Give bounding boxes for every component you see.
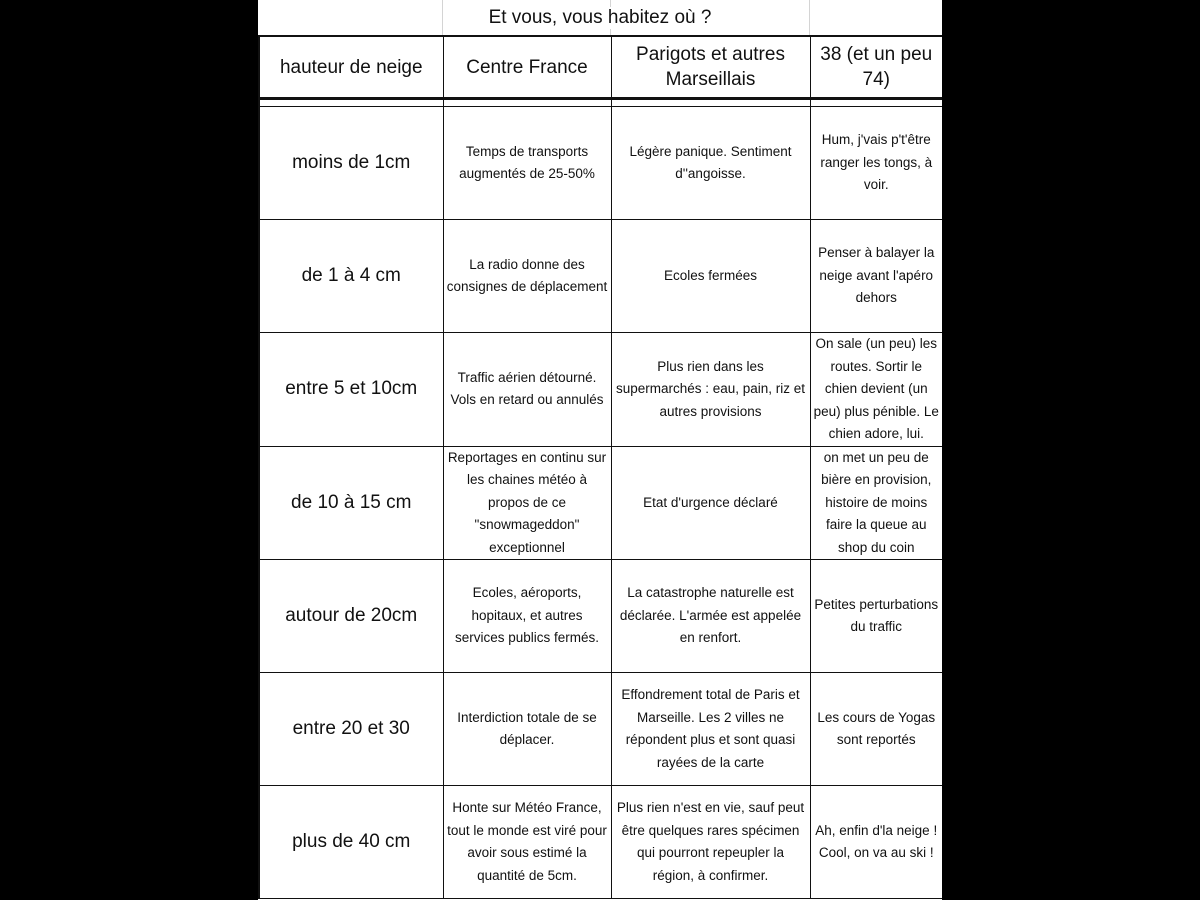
table-row <box>259 673 942 786</box>
snow-height-table <box>258 35 942 899</box>
parigots-cell: Etat d'urgence déclaré <box>611 446 810 560</box>
parigots-cell: Ecoles fermées <box>611 220 810 333</box>
row-header-cell: autour de 20cm <box>259 560 443 673</box>
isere-cell: Penser à balayer la neige avant l'apéro dehors <box>810 220 942 333</box>
parigots-cell: Plus rien dans les supermarchés : eau, pain, riz et autres provisions <box>611 333 810 447</box>
centre-france-cell: La radio donne des consignes de déplacement <box>443 220 611 333</box>
spreadsheet-gridline <box>442 0 443 35</box>
row-header-cell: moins de 1cm <box>259 107 443 220</box>
centre-france-cell: Temps de transports augmentés de 25-50% <box>443 107 611 220</box>
spacer-cell <box>443 99 611 107</box>
isere-cell: Petites perturbations du traffic <box>810 560 942 673</box>
table-row <box>259 446 942 560</box>
row-header-cell: entre 20 et 30 <box>259 673 443 786</box>
column-header-centre-france: Centre France <box>443 36 611 99</box>
column-header-38: 38 (et un peu 74) <box>810 36 942 99</box>
centre-france-cell: Honte sur Météo France, tout le monde est viré pour avoir sous estimé la quantité de 5cm. <box>443 786 611 899</box>
page-title: Et vous, vous habitez où ? <box>483 7 718 29</box>
spacer-cell <box>259 99 443 107</box>
column-header-hauteur: hauteur de neige <box>259 36 443 99</box>
row-header-cell: plus de 40 cm <box>259 786 443 899</box>
parigots-cell: Légère panique. Sentiment d''angoisse. <box>611 107 810 220</box>
table-title-bar <box>258 0 942 35</box>
column-header-parigots: Parigots et autres Marseillais <box>611 36 810 99</box>
spacer-cell <box>810 99 942 107</box>
table-row <box>259 107 942 220</box>
parigots-cell: Plus rien n'est en vie, sauf peut être quelques rares spécimen qui pourront repeupler la région, à confirmer. <box>611 786 810 899</box>
spreadsheet-gridline <box>809 0 810 35</box>
centre-france-cell: Interdiction totale de se déplacer. <box>443 673 611 786</box>
table-row <box>259 560 942 673</box>
document-page <box>258 0 942 900</box>
table-row <box>259 220 942 333</box>
isere-cell: on met un peu de bière en provision, histoire de moins faire la queue au shop du coin <box>810 446 942 560</box>
header-spacer <box>259 99 942 107</box>
parigots-cell: Effondrement total de Paris et Marseille. Les 2 villes ne répondent plus et sont quasi rayées de la carte <box>611 673 810 786</box>
centre-france-cell: Traffic aérien détourné. Vols en retard ou annulés <box>443 333 611 447</box>
parigots-cell: La catastrophe naturelle est déclarée. L'armée est appelée en renfort. <box>611 560 810 673</box>
isere-cell: Les cours de Yogas sont reportés <box>810 673 942 786</box>
table-row <box>259 333 942 447</box>
row-header-cell: de 1 à 4 cm <box>259 220 443 333</box>
centre-france-cell: Ecoles, aéroports, hopitaux, et autres services publics fermés. <box>443 560 611 673</box>
header-row <box>259 36 942 99</box>
spacer-cell <box>611 99 810 107</box>
row-header-cell: entre 5 et 10cm <box>259 333 443 447</box>
table-row <box>259 786 942 899</box>
isere-cell: Hum, j'vais p't'être ranger les tongs, à voir. <box>810 107 942 220</box>
centre-france-cell: Reportages en continu sur les chaines météo à propos de ce "snowmageddon" exceptionnel <box>443 446 611 560</box>
isere-cell: Ah, enfin d'la neige ! Cool, on va au ski ! <box>810 786 942 899</box>
isere-cell: On sale (un peu) les routes. Sortir le chien devient (un peu) plus pénible. Le chien adore, lui. <box>810 333 942 447</box>
row-header-cell: de 10 à 15 cm <box>259 446 443 560</box>
